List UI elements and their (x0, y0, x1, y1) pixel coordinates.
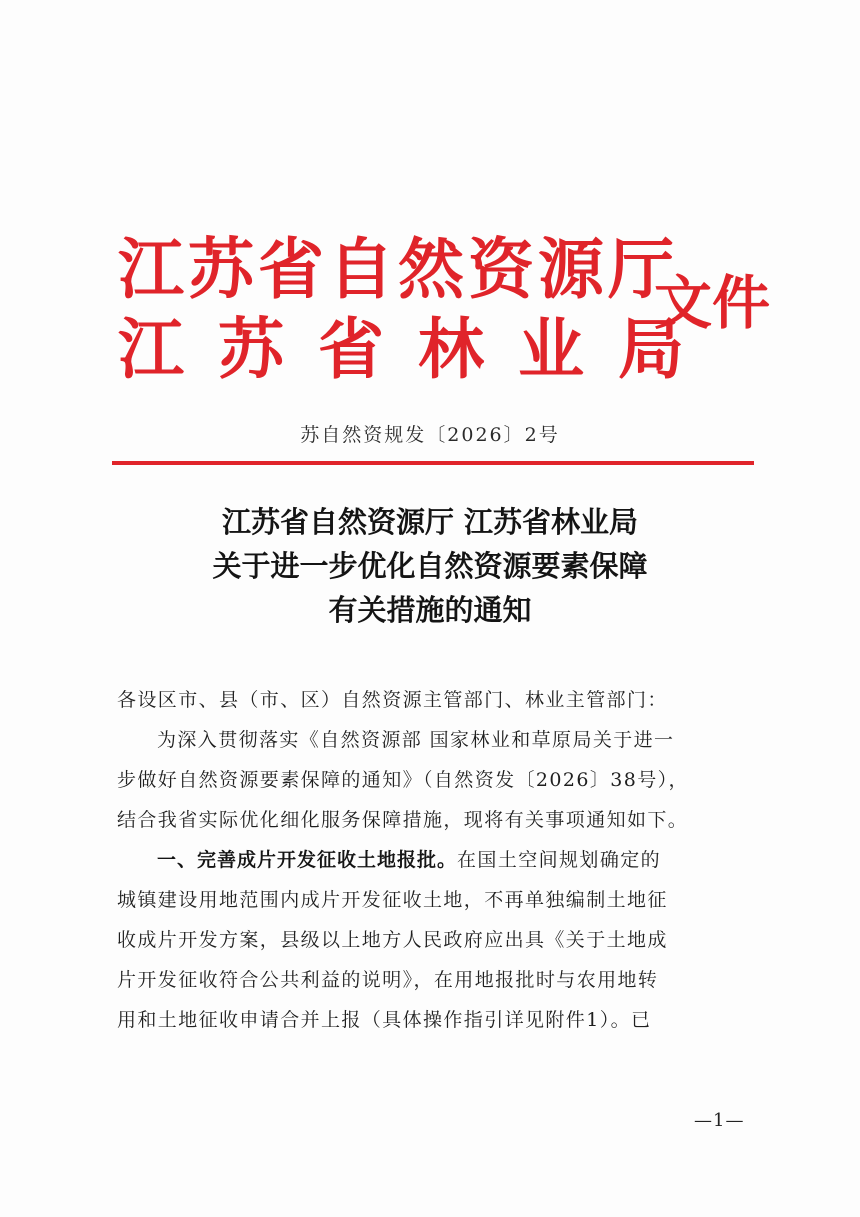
title-line-2: 关于进一步优化自然资源要素保障 (212, 549, 648, 583)
paragraph-line: 片开发征收符合公共利益的说明》，在用地报批时与农用地转 (117, 969, 659, 991)
paragraph-line: 结合我省实际优化细化服务保障措施，现将有关事项通知如下。 (117, 809, 689, 831)
paragraph-line: 收成片开发方案，县级以上地方人民政府应出具《关于土地成 (117, 929, 668, 951)
document-suffix: 文件 (654, 269, 771, 337)
section-1-text: 在国土空间规划确定的 (457, 849, 662, 871)
page-number: —1— (694, 1110, 745, 1131)
section-1-heading: 一、完善成片开发征收土地报批。 (157, 849, 458, 871)
paragraph-line: 用和土地征收申请合并上报（具体操作指引详见附件1）。已 (117, 1009, 652, 1031)
paragraph-line: 为深入贯彻落实《自然资源部 国家林业和草原局关于进一 (157, 729, 675, 751)
salutation: 各设区市、县（市、区）自然资源主管部门、林业主管部门： (117, 689, 668, 711)
paragraph-line: 城镇建设用地范围内成片开发征收土地，不再单独编制土地征 (117, 889, 668, 911)
title-line-1: 江苏省自然资源厅 江苏省林业局 (221, 505, 639, 539)
document-body (117, 680, 753, 1040)
document-title (0, 500, 860, 632)
title-line-3: 有关措施的通知 (328, 593, 532, 627)
red-divider (112, 461, 754, 465)
section-1-first-line (117, 840, 753, 880)
issuing-org-1: 江苏省自然资源厅 (118, 230, 678, 308)
paragraph-line: 步做好自然资源要素保障的通知》（自然资发〔2026〕38号）， (117, 769, 689, 791)
issuing-org-2: 江苏省林业局 (118, 310, 718, 388)
document-header (118, 230, 771, 392)
document-number: 苏自然资规发〔2026〕2号 (300, 424, 560, 446)
